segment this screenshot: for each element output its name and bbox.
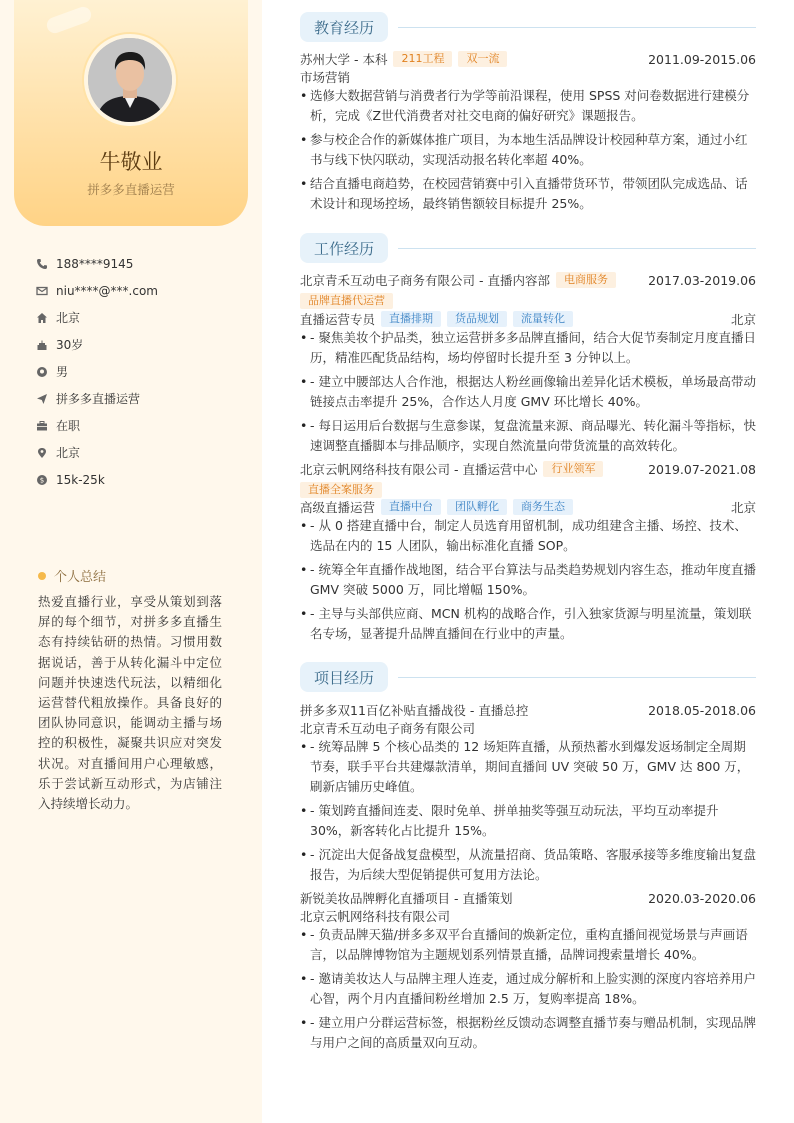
job-company: 北京青禾互动电子商务有限公司 - 直播内容部 bbox=[300, 273, 550, 288]
contact-email-text: niu****@***.com bbox=[56, 283, 158, 298]
summary-text: 热爱直播行业，享受从策划到落屏的每个细节，对拼多多直播生态有持续钻研的热情。习惯用数据说话，善于从转化漏斗中定位问题并快速迭代玩法，以精细化运营替代粗放操作。具备良好的团队协同意识，能调动主播与场控的积极性，凝聚共识应对突发状况。对直播间用户心理敏感，乐于尝试新互动形式，为店铺注入持续增长动力。 bbox=[38, 594, 222, 812]
job-header bbox=[300, 271, 756, 289]
job-tag: 品牌直播代运营 bbox=[300, 293, 393, 309]
job-role: 直播运营专员 bbox=[300, 312, 376, 327]
contact-status-text: 在职 bbox=[56, 419, 81, 433]
phone-icon bbox=[36, 258, 48, 270]
job-city: 北京 bbox=[730, 312, 756, 327]
section-work bbox=[300, 232, 756, 264]
list-item: • - 每日运用后台数据与生意参谋，复盘流量来源、商品曝光、转化漏斗等指标，快速调整直播脚本与排品顺序，实现自然流量向带货流量的高效转化。 bbox=[300, 416, 756, 456]
list-item: • - 建立用户分群运营标签，根据粉丝反馈动态调整直播节奏与赠品机制，实现品牌与用户之间的高质量双向互动。 bbox=[300, 1013, 756, 1053]
list-item: • 参与校企合作的新媒体推广项目，为本地生活品牌设计校园种草方案，通过小红书与线下快闪联动，实现活动报名转化率超 40%。 bbox=[300, 130, 756, 170]
contact-list bbox=[36, 250, 246, 493]
contact-salary-text: 15k-25k bbox=[56, 472, 105, 487]
contact-salary bbox=[36, 466, 246, 493]
education-tag: 双一流 bbox=[458, 51, 507, 67]
list-item: • - 统筹全年直播作战地图，结合平台算法与品类趋势规划内容生态，推动年度直播 GMV 突破 5000 万，同比增幅 150%。 bbox=[300, 560, 756, 600]
section-divider bbox=[398, 27, 756, 28]
education-school: 苏州大学 - 本科 bbox=[300, 52, 388, 67]
list-item: • - 邀请美妆达人与品牌主理人连麦，通过成分解析和上脸实测的深度内容培养用户心智，两个月内直播间粉丝增加 2.5 万，复购率提高 18%。 bbox=[300, 969, 756, 1009]
job-tag: 电商服务 bbox=[556, 272, 616, 288]
candidate-title: 拼多多直播运营 bbox=[87, 182, 175, 197]
job-date: 2017.03-2019.06 bbox=[648, 272, 756, 288]
job-header bbox=[300, 460, 756, 478]
avatar bbox=[88, 38, 172, 122]
job-bullets bbox=[300, 328, 756, 460]
section-education bbox=[300, 11, 756, 43]
job-tag-row bbox=[300, 481, 756, 499]
education-date: 2011.09-2015.06 bbox=[648, 51, 756, 67]
project-company-row bbox=[300, 907, 756, 925]
list-item: • 选修大数据营销与消费者行为学等前沿课程，使用 SPSS 对问卷数据进行建模分析，完成《Z世代消费者对社交电商的偏好研究》课题报告。 bbox=[300, 86, 756, 126]
briefcase-icon bbox=[36, 420, 48, 432]
list-item: • - 策划跨直播间连麦、限时免单、拼单抽奖等强互动玩法，平均互动率提升 30%，新客转化占比提升 15%。 bbox=[300, 801, 756, 841]
contact-gender bbox=[36, 358, 246, 385]
skill-tag: 直播中台 bbox=[381, 499, 441, 515]
education-header bbox=[300, 50, 756, 68]
project-date: 2018.05-2018.06 bbox=[648, 702, 756, 718]
summary-heading bbox=[38, 566, 106, 585]
education-bullets bbox=[300, 86, 756, 218]
job-tag-row bbox=[300, 292, 756, 310]
project-company-row bbox=[300, 719, 756, 737]
list-item: • - 聚焦美妆个护品类，独立运营拼多多品牌直播间，结合大促节奏制定月度直播日历，精准匹配货品结构，场均停留时长提升至 3 分钟以上。 bbox=[300, 328, 756, 368]
avatar-frame bbox=[84, 34, 176, 126]
avatar-photo bbox=[88, 38, 172, 122]
summary-heading-text: 个人总结 bbox=[54, 570, 107, 585]
decorative-gloss bbox=[45, 5, 94, 36]
contact-home-text: 北京 bbox=[56, 311, 81, 325]
section-title: 项目经历 bbox=[300, 662, 388, 692]
list-item: • - 从 0 搭建直播中台，制定人员选育用留机制，成功组建含主播、场控、技术、选品在内的 15 人团队，输出标准化直播 SOP。 bbox=[300, 516, 756, 556]
job-city: 北京 bbox=[730, 500, 756, 515]
contact-location bbox=[36, 439, 246, 466]
section-divider bbox=[398, 677, 756, 678]
project-header bbox=[300, 889, 756, 907]
job-date: 2019.07-2021.08 bbox=[648, 461, 756, 477]
skill-tag: 货品规划 bbox=[447, 311, 507, 327]
money-icon bbox=[36, 474, 48, 486]
project-date: 2020.03-2020.06 bbox=[648, 890, 756, 906]
mail-icon bbox=[36, 285, 48, 297]
list-item: • - 建立中腰部达人合作池，根据达人粉丝画像输出差异化话术模板，单场最高带动链接点击率提升 25%，合作达人月度 GMV 环比增长 40%。 bbox=[300, 372, 756, 412]
project-name: 拼多多双11百亿补贴直播战役 - 直播总控 bbox=[300, 703, 529, 718]
contact-gender-text: 男 bbox=[56, 365, 69, 379]
job-role-row bbox=[300, 498, 756, 516]
project-name: 新锐美妆品牌孵化直播项目 - 直播策划 bbox=[300, 891, 513, 906]
list-item: • 结合直播电商趋势，在校园营销赛中引入直播带货环节，带领团队完成选品、话术设计和现场控场，最终销售额较目标提升 25%。 bbox=[300, 174, 756, 214]
job-tag: 直播全案服务 bbox=[300, 482, 382, 498]
candidate-name: 牛敬业 bbox=[99, 150, 163, 174]
job-tag: 行业领军 bbox=[543, 461, 603, 477]
contact-age bbox=[36, 331, 246, 358]
section-divider bbox=[398, 248, 756, 249]
list-item: • - 负责品牌天猫/拼多多双平台直播间的焕新定位，重构直播间视觉场景与声画语言，以品牌博物馆为主题规划系列情景直播，品牌词搜索量增长 40%。 bbox=[300, 925, 756, 965]
contact-email bbox=[36, 277, 246, 304]
project-bullets bbox=[300, 737, 756, 889]
section-title: 工作经历 bbox=[300, 233, 388, 263]
project-header bbox=[300, 701, 756, 719]
list-item: • - 沉淀出大促备战复盘模型，从流量招商、货品策略、客服承接等多维度输出复盘报告，为后续大型促销提供可复用方法论。 bbox=[300, 845, 756, 885]
bullet-dot-icon bbox=[38, 572, 46, 580]
contact-status bbox=[36, 412, 246, 439]
location-icon bbox=[36, 447, 48, 459]
education-major bbox=[300, 68, 756, 86]
svg-text:$: $ bbox=[39, 476, 45, 485]
job-role: 高级直播运营 bbox=[300, 500, 376, 515]
skill-tag: 团队孵化 bbox=[447, 499, 507, 515]
project-company: 北京云帆网络科技有限公司 bbox=[300, 909, 451, 924]
skill-tag: 直播排期 bbox=[381, 311, 441, 327]
job-company: 北京云帆网络科技有限公司 - 直播运营中心 bbox=[300, 462, 538, 477]
education-major-text: 市场营销 bbox=[300, 70, 351, 85]
section-projects bbox=[300, 661, 756, 693]
skill-tag: 流量转化 bbox=[513, 311, 573, 327]
send-icon bbox=[36, 393, 48, 405]
cake-icon bbox=[36, 339, 48, 351]
contact-phone-text: 188****9145 bbox=[56, 256, 134, 271]
list-item: • - 主导与头部供应商、MCN 机构的战略合作，引入独家货源与明星流量，策划联名专场，显著提升品牌直播间在行业中的声量。 bbox=[300, 604, 756, 644]
project-company: 北京青禾互动电子商务有限公司 bbox=[300, 721, 476, 736]
skill-tag: 商务生态 bbox=[513, 499, 573, 515]
project-bullets bbox=[300, 925, 756, 1057]
education-tag: 211工程 bbox=[393, 51, 452, 67]
contact-target-role-text: 拼多多直播运营 bbox=[56, 392, 141, 406]
job-role-row bbox=[300, 310, 756, 328]
list-item: • - 统筹品牌 5 个核心品类的 12 场矩阵直播，从预热蓄水到爆发返场制定全周期节奏，联手平台共建爆款清单，期间直播间 UV 突破 50 万，GMV 达 800 万，刷新店铺历史峰值。 bbox=[300, 737, 756, 798]
gender-icon bbox=[36, 366, 48, 378]
section-title: 教育经历 bbox=[300, 12, 388, 42]
contact-phone bbox=[36, 250, 246, 277]
home-icon bbox=[36, 312, 48, 324]
job-bullets bbox=[300, 516, 756, 648]
contact-target-role bbox=[36, 385, 246, 412]
contact-age-text: 30岁 bbox=[56, 338, 84, 352]
sidebar bbox=[0, 0, 262, 1123]
contact-home bbox=[36, 304, 246, 331]
contact-location-text: 北京 bbox=[56, 446, 81, 460]
